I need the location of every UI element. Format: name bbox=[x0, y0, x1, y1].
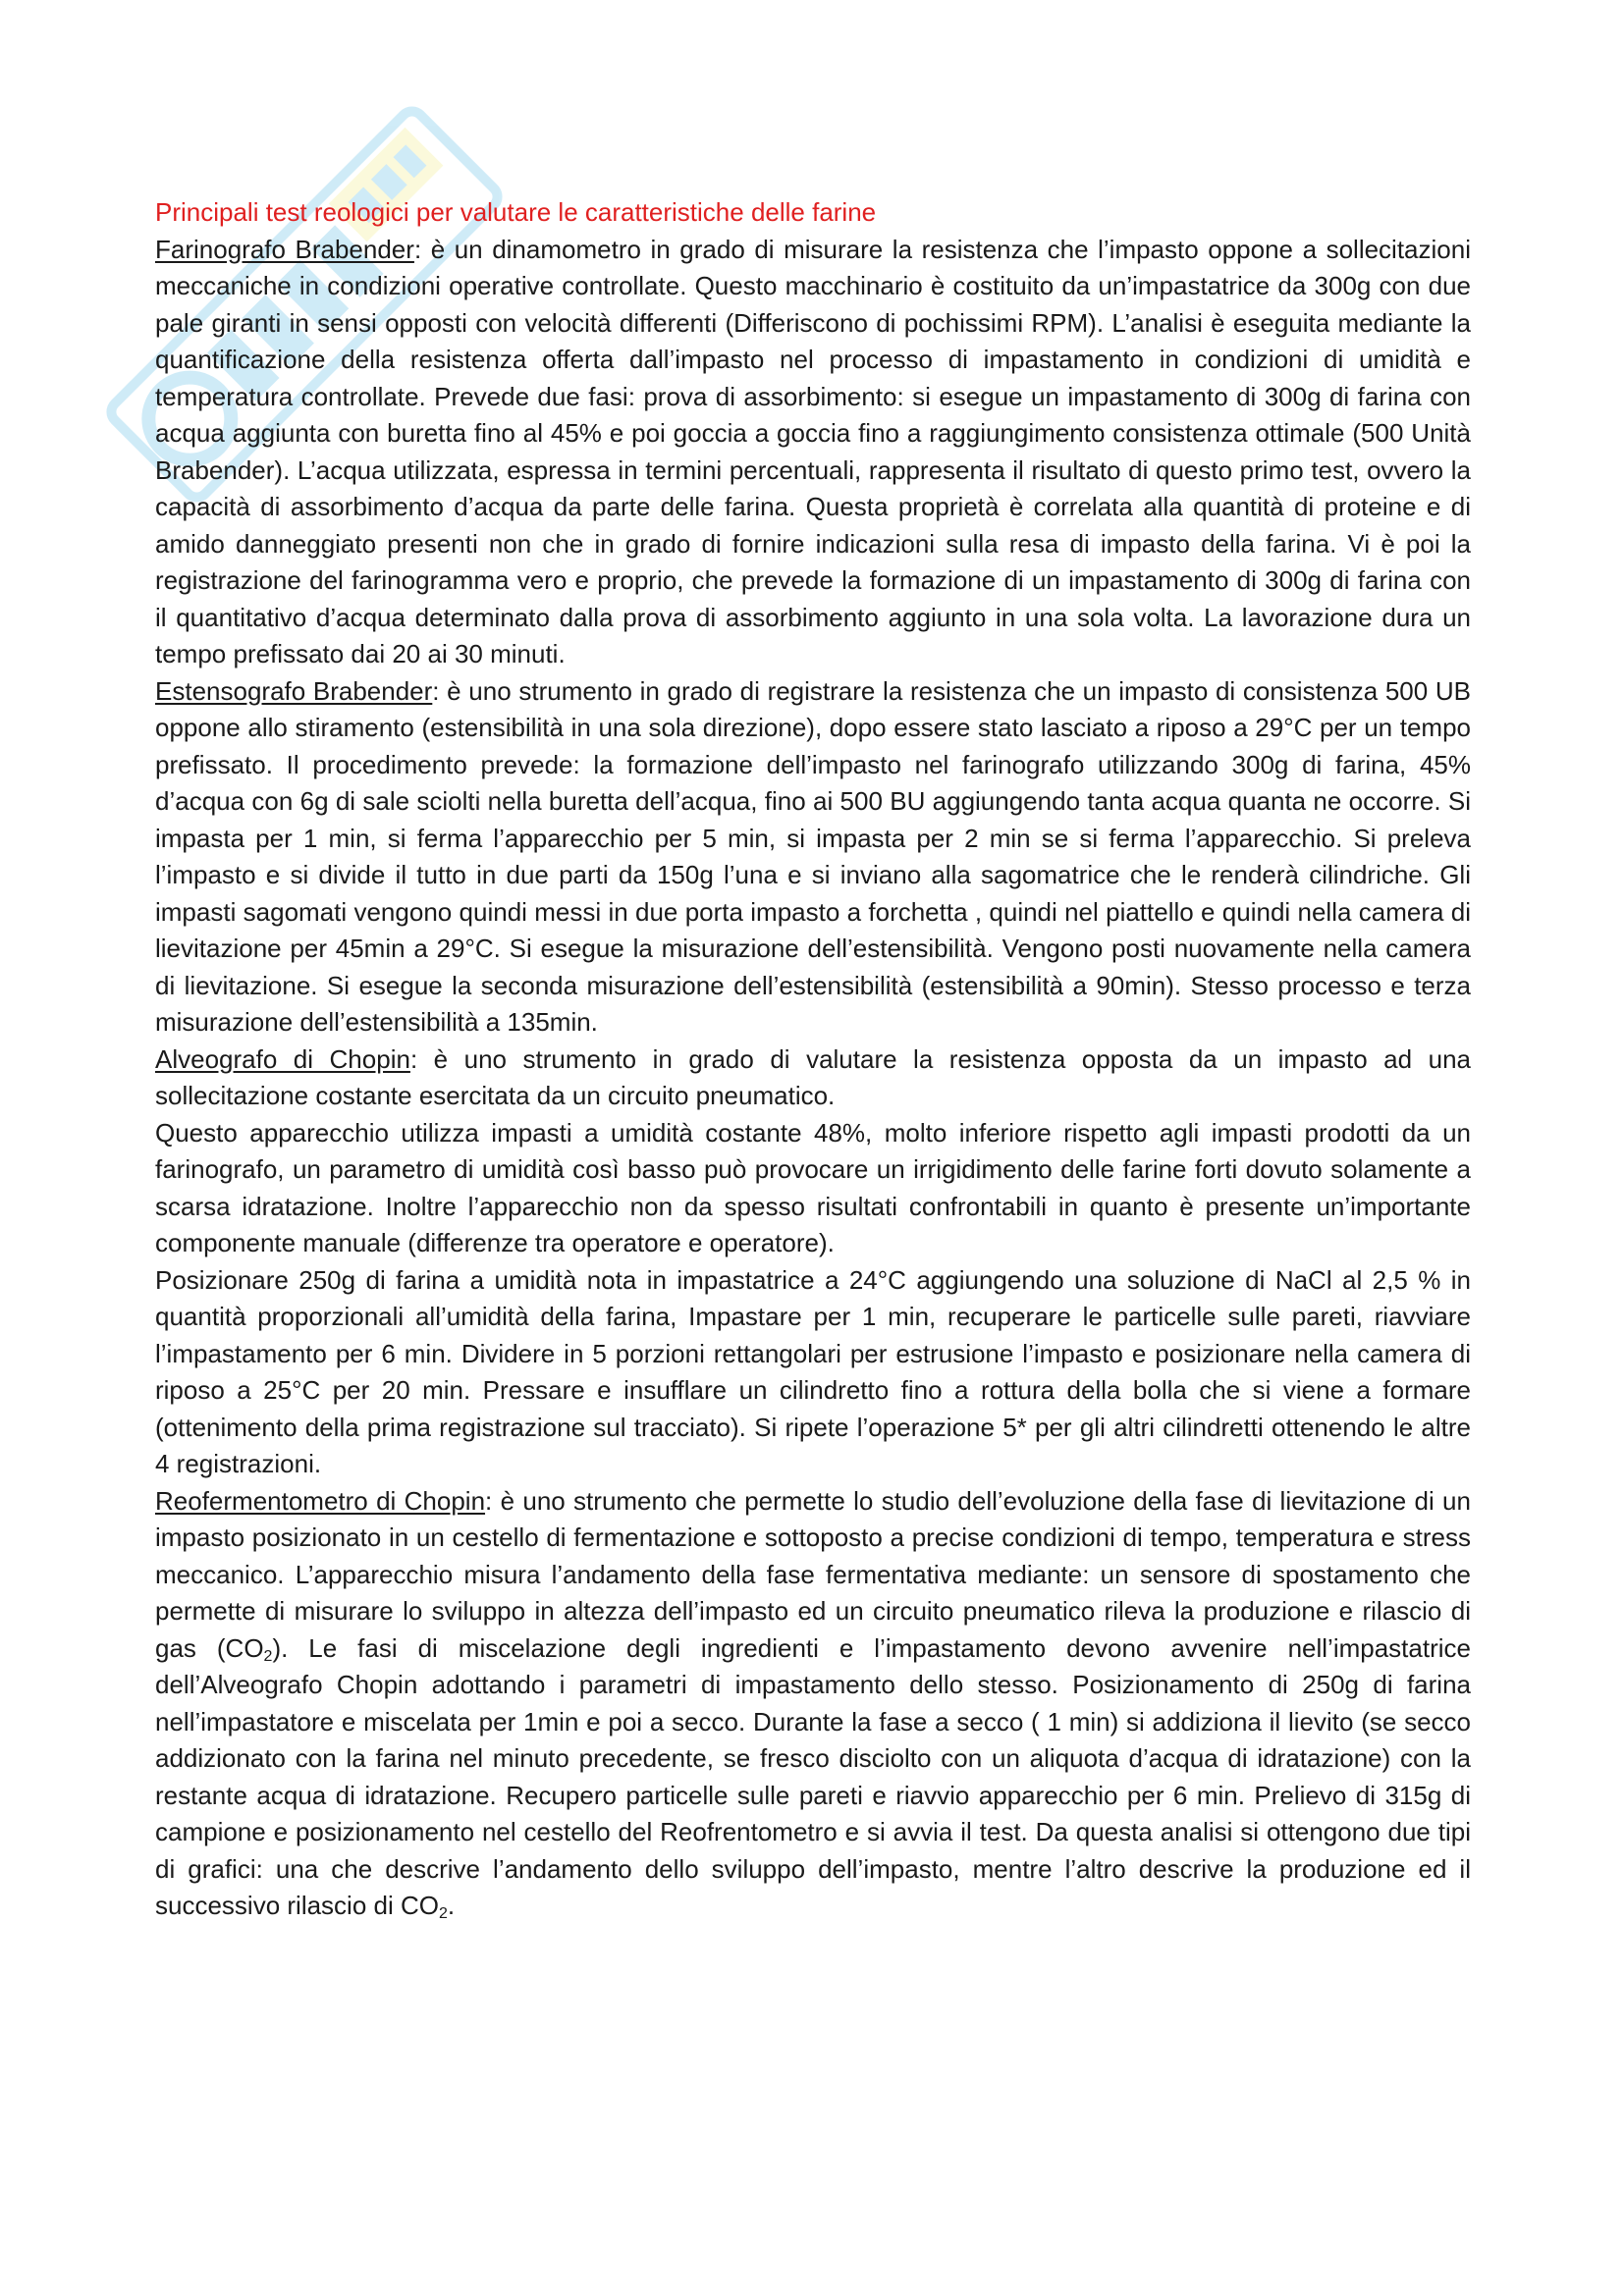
document-title: Principali test reologici per valutare le caratteristiche delle farine bbox=[155, 197, 877, 227]
farinografo-heading: Farinografo Brabender bbox=[155, 234, 414, 264]
alveografo-paragraph-3: Posizionare 250g di farina a umidità nota in impastatrice a 24°C aggiungendo una soluzione di NaCl al 2,5 % in quantità proporzionali all’umidità della farina, Impastare per 1 min, recuperare le particelle sulle pareti, riavviare l’impastamento per 6 min. Dividere in 5 porzioni rettangolari per estrusione l’impasto e posizionare nella camera di riposo a 25°C per 20 min. Pressare e insufflare un cilindretto fino a rottura della bolla che si viene a formare (ottenimento della prima registrazione sul tracciato). Si ripete l’operazione 5* per gli altri cilindretti ottenendo le altre 4 registrazioni. bbox=[155, 1264, 1471, 1478]
reofermentometro-heading: Reofermentometro di Chopin bbox=[155, 1485, 486, 1516]
alveografo-paragraph-2: Questo apparecchio utilizza impasti a umidità costante 48%, molto inferiore rispetto agli impasti prodotti da un farinografo, un parametro di umidità così basso può provocare un irrigidimento delle farine forti dovuto solamente a scarsa idratazione. Inoltre l’apparecchio non da spesso risultati confrontabili in quanto è presente un’importante componente manuale (differenze tra operatore e operatore). bbox=[155, 1117, 1471, 1257]
farinografo-paragraph bbox=[155, 232, 1471, 673]
alveografo-text: : è uno strumento in grado di valutare la resistenza opposta da un impasto ad una sollecitazione costante esercitata da un circuito pneumatico. bbox=[155, 1043, 1471, 1110]
alveografo-heading: Alveografo di Chopin bbox=[155, 1043, 410, 1074]
reofermentometro-text-a: : è uno strumento che permette lo studio dell’evoluzione della fase di lievitazione di un impasto posizionato in un cestello di fermentazione e sottoposto a precise condizioni di tempo, temperatura e stress meccanico. L’apparecchio misura l’andamento della fase fermentativa mediante: un sensore di spostamento che permette di misurare lo sviluppo in altezza dell’impasto ed un circuito pneumatico rileva la produzione e rilascio di gas (CO bbox=[155, 1485, 1471, 1663]
estensografo-heading: Estensografo Brabender bbox=[155, 675, 433, 706]
estensografo-text: : è uno strumento in grado di registrare la resistenza che un impasto di consistenza 500 UB oppone allo stiramento (estensibilità in una sola direzione), dopo essere stato lasciato a riposo a 29°C per un tempo prefissato. Il procedimento prevede: la formazione dell’impasto nel farinografo utilizzando 300g di farina, 45% d’acqua con 6g di sale sciolti nella buretta dell’acqua, fino ai 500 BU aggiungendo tanta acqua quanta ne occorre. Si impasta per 1 min, si ferma l’apparecchio per 5 min, si impasta per 2 min se si ferma l’apparecchio. Si preleva l’impasto e si divide il tutto in due parti da 150g l’una e si inviano alla sagomatrice che le renderà cilindriche. Gli impasti sagomati vengono quindi messi in due porta impasto a forchetta , quindi nel piattello e quindi nella camera di lievitazione per 45min a 29°C. Si esegue la misurazione dell’estensibilità. Vengono posti nuovamente nella camera di lievitazione. Si esegue la seconda misurazione dell’estensibilità (estensibilità a 90min). Stesso processo e terza misurazione dell’estensibilità a 135min. bbox=[155, 675, 1471, 1037]
estensografo-paragraph bbox=[155, 673, 1471, 1041]
document-body bbox=[155, 194, 1471, 1925]
co2-subscript-2: 2 bbox=[438, 1905, 448, 1922]
reofermentometro-text-c: . bbox=[447, 1891, 456, 1920]
reofermentometro-text-b: ). Le fasi di miscelazione degli ingredienti e l’impastamento devono avvenire nell’impastatrice dell’Alveografo Chopin adottando i parametri di impastamento dello stesso. Posizionamento di 250g di farina nell’impastatore e miscelata per 1min e poi a secco. Durante la fase a secco ( 1 min) si addiziona il lievito (se secco addizionato con la farina nel minuto precedente, se fresco disciolto con un aliquota d’acqua di idratazione) con la restante acqua di idratazione. Recupero particelle sulle pareti e riavvio apparecchio per 6 min. Prelievo di 315g di campione e posizionamento nel cestello del Reofrentometro e si avvia il test. Da questa analisi si ottengono due tipi di grafici: una che descrive l’andamento dello sviluppo dell’impasto, mentre l’altro descrive la produzione ed il successivo rilascio di CO bbox=[155, 1632, 1471, 1920]
co2-subscript-1: 2 bbox=[263, 1647, 273, 1665]
farinografo-text: : è un dinamometro in grado di misurare la resistenza che l’impasto oppone a sollecitazioni meccaniche in condizioni operative controllate. Questo macchinario è costituito da un’impastatrice da 300g con due pale giranti in sensi opposti con velocità differenti (Differiscono di pochissimi RPM). L’analisi è eseguita mediante la quantificazione della resistenza offerta dall’impasto nel processo di impastamento in condizioni di umidità e temperatura controllate. Prevede due fasi: prova di assorbimento: si esegue un impastamento di 300g di farina con acqua aggiunta con buretta fino al 45% e poi goccia a goccia fino a raggiungimento consistenza ottimale (500 Unità Brabender). L’acqua utilizzata, espressa in termini percentuali, rappresenta il risultato di questo primo test, ovvero la capacità di assorbimento d’acqua da parte delle farina. Questa proprietà è correlata alla quantità di proteine e di amido danneggiato presenti non che in grado di fornire indicazioni sulla resa di impasto della farina. Vi è poi la registrazione del farinogramma vero e proprio, che prevede la formazione di un impastamento di 300g di farina con il quantitativo d’acqua determinato dalla prova di assorbimento aggiunto in una sola volta. La lavorazione dura un tempo prefissato dai 20 ai 30 minuti. bbox=[155, 234, 1471, 668]
reofermentometro-paragraph bbox=[155, 1483, 1471, 1925]
alveografo-paragraph bbox=[155, 1041, 1471, 1115]
